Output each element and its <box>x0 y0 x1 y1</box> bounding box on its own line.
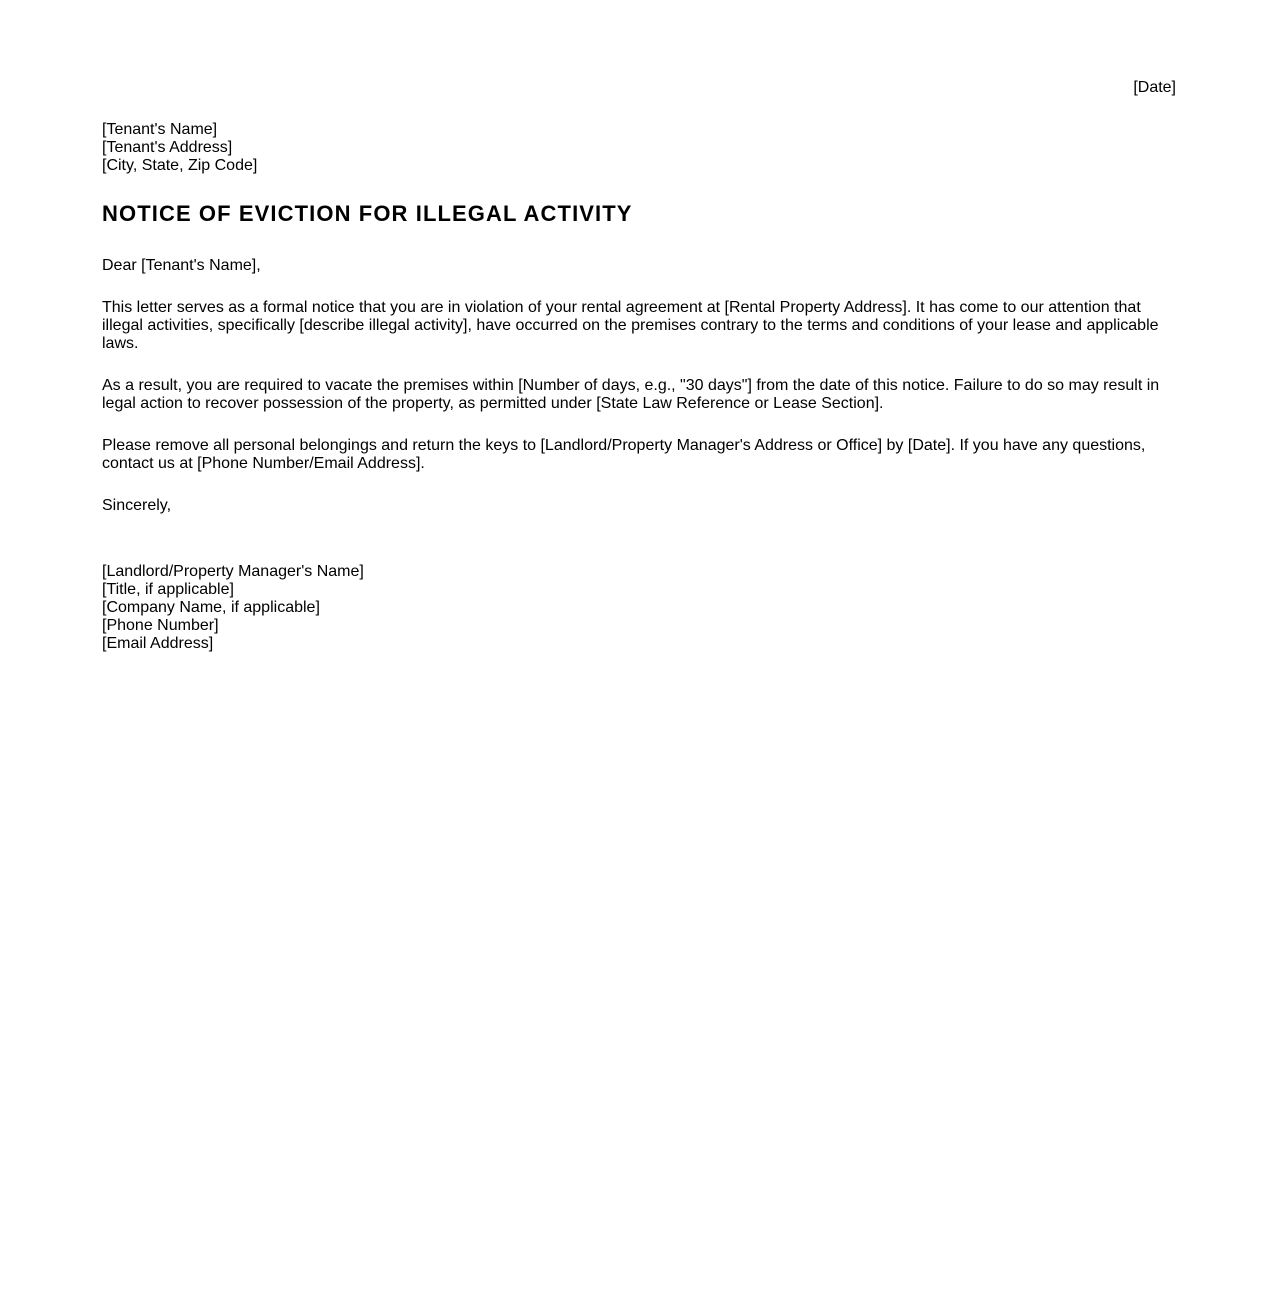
signer-email: [Email Address] <box>102 635 214 652</box>
letter-title: NOTICE OF EVICTION FOR ILLEGAL ACTIVITY <box>102 201 633 226</box>
signer-company: [Company Name, if applicable] <box>102 599 320 616</box>
recipient-city-state-zip: [City, State, Zip Code] <box>102 157 258 174</box>
signature-block <box>102 563 364 653</box>
body-paragraph-vacate: As a result, you are required to vacate the premises within [Number of days, e.g., "30 days"] from the date of this notice. Failure to do so may result in legal action to recover possession of the property, as permitted under [State Law Reference or Lease Section]. <box>102 377 1160 412</box>
closing: Sincerely, <box>102 497 172 514</box>
recipient-address-block <box>102 121 257 175</box>
body-paragraph-violation: This letter serves as a formal notice that you are in violation of your rental agreement at [Rental Property Address]. It has come to our attention that illegal activities, specifically [describe illegal activity], have occurred on the premises contrary to the terms and conditions of your lease and applicable laws. <box>102 299 1159 352</box>
signer-phone: [Phone Number] <box>102 617 219 634</box>
signer-title: [Title, if applicable] <box>102 581 234 598</box>
body-paragraph-keys: Please remove all personal belongings and return the keys to [Landlord/Property Manager's Address or Office] by [Date]. If you have any questions, contact us at [Phone Number/Email Address]. <box>102 437 1146 472</box>
salutation: Dear [Tenant's Name], <box>102 257 261 274</box>
letter-date: [Date] <box>1133 79 1176 96</box>
recipient-address: [Tenant's Address] <box>102 139 233 156</box>
signer-name: [Landlord/Property Manager's Name] <box>102 563 364 580</box>
recipient-name: [Tenant's Name] <box>102 121 218 138</box>
